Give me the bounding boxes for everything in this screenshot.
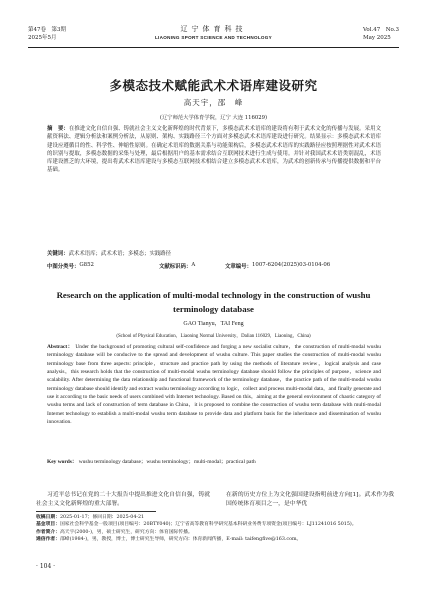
- keywords-en-text: wushu terminology database；wushu terminology；multi-modal；practical path: [78, 459, 256, 465]
- footnote-received: [36, 514, 397, 521]
- doc-code-value: A: [191, 262, 196, 268]
- abstract-en-label: Abstract：: [47, 344, 74, 350]
- footnote-corresponding: [36, 536, 397, 543]
- page-number: · 104 ·: [36, 563, 56, 570]
- received-label: 收稿日期：: [36, 515, 60, 520]
- header-volume-en: Vol.47 No.3: [362, 27, 399, 33]
- keywords-cn-text: 武术术语库；武术术语；多模态；实践路径: [68, 251, 172, 257]
- doc-code-field: [159, 262, 196, 270]
- header-date-en: May 2025: [362, 35, 391, 41]
- received-value: 2025-01-17；修回日期：2025-04-21: [60, 515, 145, 520]
- footnotes: [36, 514, 397, 544]
- journal-name-en: LIAONING SPORT SCIENCE AND TECHNOLOGY: [154, 35, 273, 40]
- body-column-right: 在新的历史方位上为文化强国建设指明前进方向[1]。武术作为我国传统体育项目之一，是中华优: [226, 492, 394, 507]
- clc-value: G852: [79, 262, 94, 268]
- author-value: 高天宇(2000-)，男，硕士研究生，研究方向：体育国际传播。: [60, 529, 193, 535]
- abstract-en: [47, 343, 381, 426]
- affiliation-en: (School of Physical Education，Liaoning Normal University，Dalian 116029，Liaoning，China): [116, 334, 311, 339]
- abstract-cn-label: 摘 要：: [47, 126, 69, 132]
- article-title-cn: 多模态技术赋能武术术语库建设研究: [109, 78, 318, 93]
- corr-label: 通信作者：: [36, 537, 60, 543]
- keywords-cn: [47, 250, 381, 258]
- article-title-en: Research on the application of multi-modal technology in the construction of wushu terminology database: [56, 290, 371, 314]
- header-right: [363, 26, 399, 42]
- body-column-left: 习近平总书记在党的二十大报告中提出推进文化自信自强，铸就社会主义文化新辉煌的重大部署。: [36, 492, 210, 507]
- fund-label: 基金项目：: [36, 522, 60, 528]
- authors-en: GAO Tianyu，TAI Feng: [183, 321, 244, 327]
- keywords-en: [47, 458, 381, 466]
- header-center: [28, 25, 399, 41]
- article-no-label: 文章编号：: [225, 264, 252, 270]
- running-header: [28, 24, 399, 48]
- footnote-fund: [36, 521, 397, 528]
- header-date-cn: 2025年5月: [28, 35, 57, 41]
- abstract-cn-text: 在推进文化自信自强、铸就社会主义文化新辉煌的时代背景下，多模态武术术语库的建设将有利于武术文化的传播与发展。采用文献资料法、逻辑分析法和案例分析法，从原则、架构、实践路径三个方面对多模态武术术语库建设进行研究。结果显示：多模态武术术语库建设应遵循目的性、科学性、伸缩性原则。在确定术语库的数据关系与功能架构后，多模态武术术语库的实践路径应按照理据性对武术术语的识别与提取，多模态数据的采集与处理，最后根据用户的基本需求结合互联网技术进行生成与使用。并针对我国武术术语类别混乱，术语库建设匮乏的大环境，提出将武术术语库建设与多模态互联网技术相结合建立多模态武术术语库，为武术的创新传承与传播提供数据和平台基础。: [47, 126, 381, 174]
- classification-row: [47, 262, 381, 270]
- keywords-en-label: Key words：: [47, 459, 78, 465]
- header-volume-cn: 第47卷 第3期: [28, 27, 66, 33]
- doc-code-label: 文献标识码：: [159, 264, 192, 270]
- journal-name-cn: 辽宁体育科技: [180, 25, 247, 33]
- article-no-field: [225, 262, 331, 270]
- keywords-cn-label: 关键词：: [47, 251, 69, 257]
- corr-value: 邵峰(1984-)，男，教授，博士，博士研究生导师，研究方向：体育新闻传播，E-mail: taifengfive@163.com。: [60, 537, 302, 543]
- abstract-cn: [47, 125, 381, 175]
- abstract-en-text: Under the background of promoting cultural self-confidence and forging a new socialist culture，the construction of multi-modal wushu terminology database will be conducive to the spread and development of wushu culture. This paper studies the construction of multi-modal wushu terminology base from three aspects: principle，structure and practice path by using the methods of literature review，logical analysis and case analysis，this research holds that the construction of multi-modal wushu terminology database should follow the principles of purpose，science and scalability. After determining the data relationship and functional framework of the terminology database，the practice path of the multi-modal wushu terminology database should identify and extract wushu terminology according to logic，collect and process multi-modal data，and finally generate and use it according to the basic needs of users combined with Internet technology. Based on this，aiming at the general environment of chaotic category of wushu terms and lack of construction of term database in China，it is proposed to combine the construction of wushu term database with multi-modal Internet technology to establish a multi-modal wushu term database to provide data and platform basis for the inheritance and dissemination of wushu innovation.: [47, 344, 382, 426]
- article-no-value: 1007-6204(2025)03-0104-06: [251, 262, 331, 268]
- authors-cn: 高天宇，邵 峰: [183, 98, 244, 107]
- footnote-rule: [36, 511, 156, 512]
- footnote-author: [36, 529, 397, 536]
- author-label: 作者简介：: [36, 529, 60, 535]
- fund-value: 国家社会科学基金一般项目(项目编号：20BTY040)；辽宁省高等教育科学研究基本科研业务费专项资金(项目编号：LJ11241016 5015)。: [60, 522, 357, 528]
- affiliation-cn: (辽宁师范大学体育学院，辽宁 大连 116029): [159, 115, 268, 121]
- clc-field: [47, 262, 94, 270]
- clc-label: 中图分类号：: [47, 264, 80, 270]
